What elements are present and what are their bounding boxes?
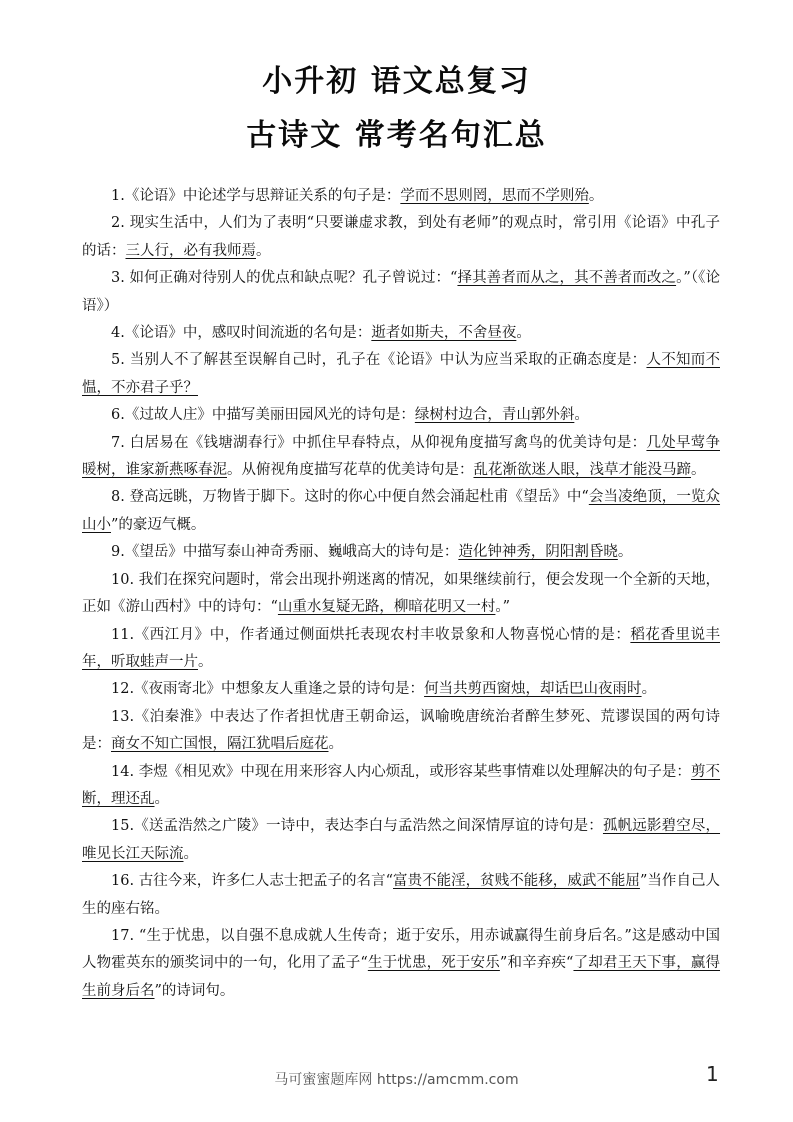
question-text: 。 [154,790,169,807]
question-text: 。 [256,242,271,259]
answer-text: 绿树村边合，青山郭外斜 [414,407,575,424]
question-text: 8. 登高远眺，万物皆于脚下。这时的你心中便自然会涌起杜甫《望岳》中“ [111,489,589,506]
question-item [82,622,720,677]
question-text: 9.《望岳》中描写泰山神奇秀丽、巍峨高大的诗句是： [111,544,459,561]
question-text: 14. 李煜《相见欢》中现在用来形容人内心烦乱，或形容某些事情难以处理解决的句子是： [111,763,691,780]
question-item [82,813,720,868]
answer-text: 三人行，必有我师焉 [125,242,256,259]
question-text: 。 [641,681,657,698]
question-text: ”和辛弃疾“ [499,955,574,972]
answer-text: 稻花香里说丰年，听取蛙声一片 [82,626,720,670]
question-text: 16. 古往今来，许多仁人志士把孟子的名言“ [111,873,394,890]
answer-text: 乱花渐欲迷人眼，浅草才能没马蹄 [473,462,691,479]
question-text: 。 [516,325,531,342]
question-item [82,484,720,539]
answer-text: 生于忧患，死于安乐 [367,955,500,972]
answer-text: 造化钟神秀，阴阳割昏晓 [458,544,618,561]
question-text: 。 [328,736,343,753]
question-item [82,923,720,1005]
question-text: 5. 当别人不了解甚至误解自己时，孔子在《论语》中认为应当采取的正确态度是： [111,352,647,369]
question-text: 12.《夜雨寄北》中想象友人重逢之景的诗句是： [111,681,425,698]
question-item [82,539,720,566]
page-number: 1 [706,1062,719,1086]
question-item [82,759,720,814]
question-text: 4.《论语》中，感叹时间流逝的名句是： [111,325,372,342]
answer-text: 几处早莺争暖树，谁家新燕啄春泥 [82,434,720,479]
question-text: 6.《过故人庄》中描写美丽田园风光的诗句是： [111,407,415,424]
question-text: 。从俯视角度描写花草的优美诗句是： [227,462,474,479]
question-text: 3. 如何正确对待别人的优点和缺点呢？孔子曾说过：“ [111,270,458,287]
question-item [82,210,720,265]
question-text: 10. 我们在探究问题时，常会出现扑朔迷离的情况，如果继续前行，便会发现一个全新的天地，正如《游山西村》中的诗句：“ [82,571,720,616]
document-subtitle: 古诗文 常考名句汇总 [246,118,547,153]
answer-text: 商女不知亡国恨，隔江犹唱后庭花 [111,736,329,753]
question-text: 。 [588,188,604,204]
question-text: 。 [617,544,633,561]
question-item [82,265,720,320]
question-text: ”当作自己人生的座右铭。 [82,873,720,917]
question-item [82,430,720,485]
question-text: 15.《送孟浩然之广陵》一诗中，表达李白与孟浩然之间深情厚谊的诗句是： [111,818,603,835]
question-item [82,402,720,429]
question-text: 。”（《论语》） [82,270,721,314]
question-text: 17. “生于忧患，以自强不息成就人生传奇；逝于安乐，用赤诚赢得生前身后名。”这是感动中国人物霍英东的颁奖词中的一句，化用了孟子“ [82,927,720,972]
question-item [82,704,720,759]
question-list [82,183,720,1005]
question-text: ”的诗词句。 [154,982,235,999]
answer-text: 何当共剪西窗烛，却话巴山夜雨时 [424,681,642,698]
answer-text: 学而不思则罔，思而不学则殆 [400,188,589,204]
answer-text: 逝者如斯夫，不舍昼夜 [371,325,517,342]
question-text: 13.《泊秦淮》中表达了作者担忧唐王朝命运，讽喻晚唐统治者醉生梦死、荒谬误国的两句诗是： [82,708,720,753]
answer-text: 山重水复疑无路，柳暗花明又一村 [277,599,496,616]
question-text: 1.《论语》中论述学与思辩证关系的句子是： [111,188,401,204]
question-text: 。 [574,407,589,424]
answer-text: 孤帆远影碧空尽，唯见长江天际流 [82,818,721,862]
question-text: 。 [183,845,198,862]
question-item [82,320,720,347]
question-item [82,567,720,622]
question-item [82,676,720,703]
question-text: 。 [691,462,706,479]
question-text: 。” [495,599,511,616]
answer-text: 人不知而不愠，不亦君子乎？ [82,352,720,396]
footer-watermark: 马可蜜蜜题库网 https://amcmm.com [274,1072,519,1088]
question-text: ”的豪迈气概。 [111,516,206,533]
answer-text: 富贵不能淫，贫贱不能移，威武不能屈 [393,873,640,890]
question-item [82,868,720,923]
answer-text: 会当凌绝顶，一览众山小 [82,489,721,533]
question-item [82,183,720,210]
answer-text: 择其善者而从之，其不善者而改之 [457,270,677,287]
question-text: 。 [198,653,213,670]
question-text: 2. 现实生活中，人们为了表明“只要谦虚求教，到处有老师”的观点时，常引用《论语》中孔子的话： [82,215,720,259]
question-text: 11.《西江月》中，作者通过侧面烘托表现农村丰收景象和人物喜悦心情的是： [111,626,631,643]
document-title: 小升初 语文总复习 [262,64,531,99]
question-text: 7. 白居易在《钱塘湖春行》中抓住早春特点，从仰视角度描写禽鸟的优美诗句是： [111,434,647,451]
question-item [82,347,720,402]
answer-text: 剪不断，理还乱 [82,763,721,807]
answer-text: 了却君王天下事，赢得生前身后名 [82,955,721,999]
